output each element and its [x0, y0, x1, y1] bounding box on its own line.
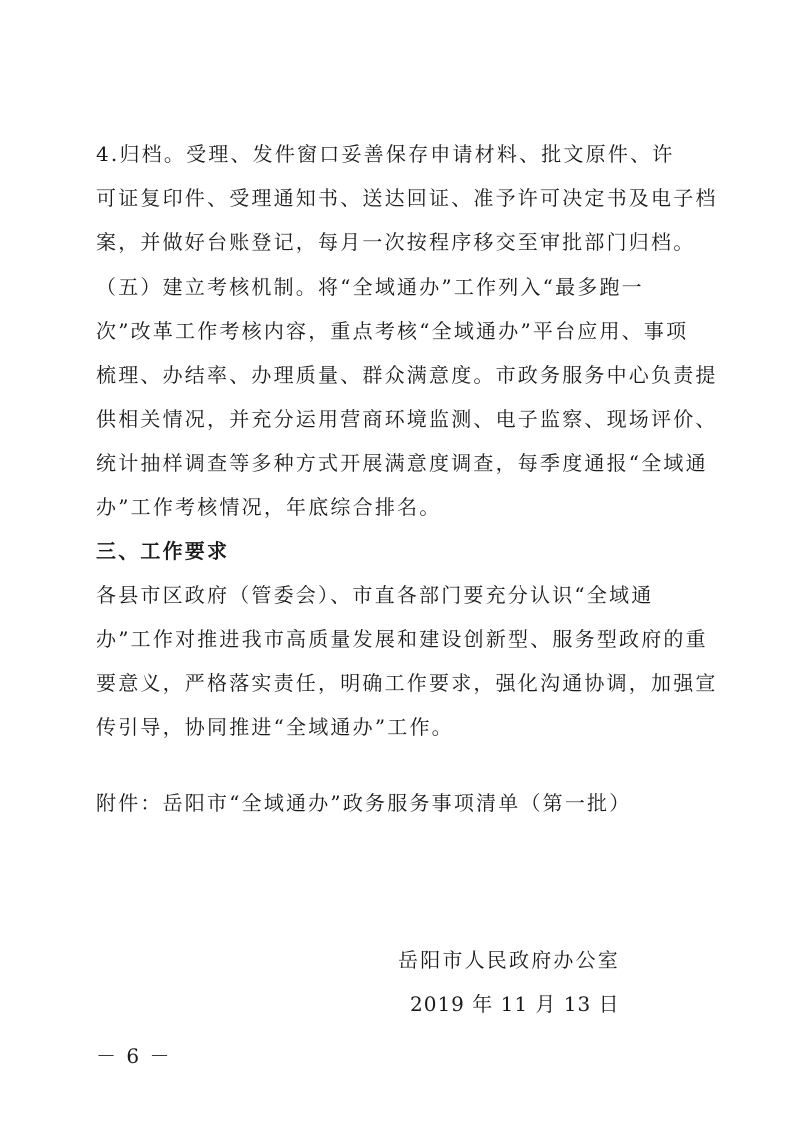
paragraph-line: 4.归档。受理、发件窗口妥善保存申请材料、批文原件、许: [96, 142, 675, 166]
paragraph-line: 案，并做好台账登记，每月一次按程序移交至审批部门归档。: [96, 230, 696, 254]
paragraph-line: 次”改革工作考核内容，重点考核“全域通办”平台应用、事项: [96, 319, 689, 343]
paragraph-line: 各县市区政府（管委会）、市直各部门要充分认识“全域通: [96, 583, 654, 607]
issuer-name: 岳阳市人民政府办公室: [398, 948, 620, 972]
page-number: － 6 －: [96, 1044, 172, 1068]
attachment-line: 附件：岳阳市“全域通办”政务服务事项清单（第一批）: [96, 791, 632, 815]
paragraph-line: 办”工作考核情况，年底综合排名。: [96, 495, 442, 519]
paragraph-line: 梳理、办结率、办理质量、群众满意度。市政务服务中心负责提: [96, 363, 718, 387]
paragraph-line: 办”工作对推进我市高质量发展和建设创新型、服务型政府的重: [96, 627, 708, 651]
paragraph-line: 可证复印件、受理通知书、送达回证、准予许可决定书及电子档: [96, 186, 718, 210]
paragraph-line: （五）建立考核机制。将“全域通办”工作列入“最多跑一: [96, 275, 644, 299]
section-heading: 三、工作要求: [96, 539, 230, 563]
paragraph-line: 传引导，协同推进“全域通办”工作。: [96, 715, 454, 739]
paragraph-line: 供相关情况，并充分运用营商环境监测、电子监察、现场评价、: [96, 407, 718, 431]
issue-date: 2019 年 11 月 13 日: [410, 992, 620, 1016]
paragraph-line: 统计抽样调查等多种方式开展满意度调查，每季度通报“全域通: [96, 451, 708, 475]
paragraph-line: 要意义，严格落实责任，明确工作要求，强化沟通协调，加强宣: [96, 671, 718, 695]
